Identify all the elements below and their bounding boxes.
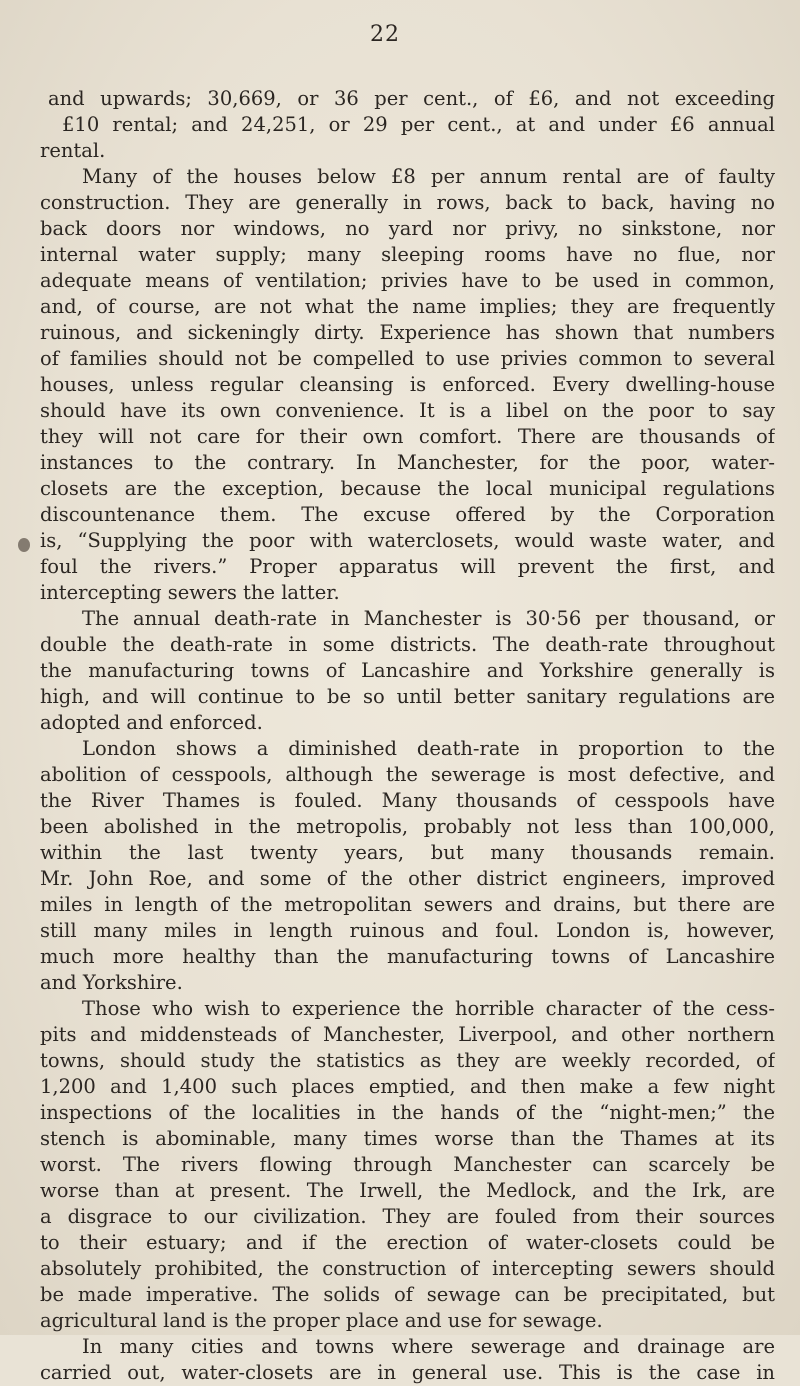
text-line: is, “Supplying the poor with waterclosets, would waste water, and: [40, 529, 775, 552]
text-line: double the death-rate in some districts. The death-rate throughout: [40, 633, 775, 656]
text-line: should have its own convenience. It is a libel on the poor to say: [40, 399, 775, 422]
text-line: agricultural land is the proper place and use for sewage.: [40, 1309, 603, 1332]
text-line: carried out, water-closets are in general use. This is the case in: [40, 1361, 775, 1384]
text-line: to their estuary; and if the erection of water-closets could be: [40, 1231, 775, 1254]
text-line: discountenance them. The excuse offered by the Corporation: [40, 503, 775, 526]
text-line: worse than at present. The Irwell, the Medlock, and the Irk, are: [40, 1179, 775, 1202]
text-line: a disgrace to our civilization. They are fouled from their sources: [40, 1205, 775, 1228]
text-line: high, and will continue to be so until better sanitary regulations are: [40, 685, 775, 708]
text-line: the manufacturing towns of Lancashire and Yorkshire generally is: [40, 659, 775, 682]
text-line: much more healthy than the manufacturing towns of Lancashire: [40, 945, 775, 968]
ink-spot: [18, 538, 30, 552]
text-line: Those who wish to experience the horrible character of the cess-: [82, 997, 775, 1020]
text-line: £10 rental; and 24,251, or 29 per cent., at and under £6 annual: [62, 113, 775, 136]
text-line: Mr. John Roe, and some of the other district engineers, improved: [40, 867, 775, 890]
text-line: instances to the contrary. In Manchester, for the poor, water-: [40, 451, 775, 474]
text-line: ruinous, and sickeningly dirty. Experience has shown that numbers: [40, 321, 775, 344]
text-line: closets are the exception, because the local municipal regulations: [40, 477, 775, 500]
text-line: miles in length of the metropolitan sewers and drains, but there are: [40, 893, 775, 916]
text-line: be made imperative. The solids of sewage can be precipitated, but: [40, 1283, 775, 1306]
text-line: 1,200 and 1,400 such places emptied, and then make a few night: [40, 1075, 775, 1098]
text-line: London shows a diminished death-rate in proportion to the: [82, 737, 775, 760]
text-line: they will not care for their own comfort. There are thousands of: [40, 425, 775, 448]
text-line: and, of course, are not what the name implies; they are frequently: [40, 295, 775, 318]
text-line: construction. They are generally in rows, back to back, having no: [40, 191, 775, 214]
text-line: back doors nor windows, no yard nor privy, no sinkstone, nor: [40, 217, 775, 240]
text-line: still many miles in length ruinous and foul. London is, however,: [40, 919, 775, 942]
text-line: and upwards; 30,669, or 36 per cent., of £6, and not exceeding: [48, 87, 775, 110]
page-number: 22: [370, 22, 400, 47]
body-text: [40, 86, 775, 1386]
text-line: within the last twenty years, but many thousands remain.: [40, 841, 775, 864]
text-line: rental.: [40, 139, 106, 162]
text-line: The annual death-rate in Manchester is 30·56 per thousand, or: [82, 607, 775, 630]
text-line: pits and middensteads of Manchester, Liverpool, and other northern: [40, 1023, 775, 1046]
text-line: of families should not be compelled to use privies common to several: [40, 347, 775, 370]
text-line: absolutely prohibited, the construction of intercepting sewers should: [40, 1257, 775, 1280]
text-line: foul the rivers.” Proper apparatus will prevent the first, and: [40, 555, 775, 578]
text-line: and Yorkshire.: [40, 971, 183, 994]
text-line: inspections of the localities in the hands of the “night-men;” the: [40, 1101, 775, 1124]
text-line: abolition of cesspools, although the sewerage is most defective, and: [40, 763, 775, 786]
text-line: been abolished in the metropolis, probably not less than 100,000,: [40, 815, 775, 838]
text-line: the River Thames is fouled. Many thousands of cesspools have: [40, 789, 775, 812]
text-line: houses, unless regular cleansing is enforced. Every dwelling-house: [40, 373, 775, 396]
text-line: worst. The rivers flowing through Manchester can scarcely be: [40, 1153, 775, 1176]
text-line: Many of the houses below £8 per annum rental are of faulty: [82, 165, 775, 188]
text-line: towns, should study the statistics as they are weekly recorded, of: [40, 1049, 775, 1072]
text-line: adopted and enforced.: [40, 711, 263, 734]
text-line: In many cities and towns where sewerage and drainage are: [82, 1335, 775, 1358]
text-line: internal water supply; many sleeping rooms have no flue, nor: [40, 243, 775, 266]
text-line: adequate means of ventilation; privies have to be used in common,: [40, 269, 775, 292]
text-line: intercepting sewers the latter.: [40, 581, 340, 604]
text-line: stench is abominable, many times worse than the Thames at its: [40, 1127, 775, 1150]
